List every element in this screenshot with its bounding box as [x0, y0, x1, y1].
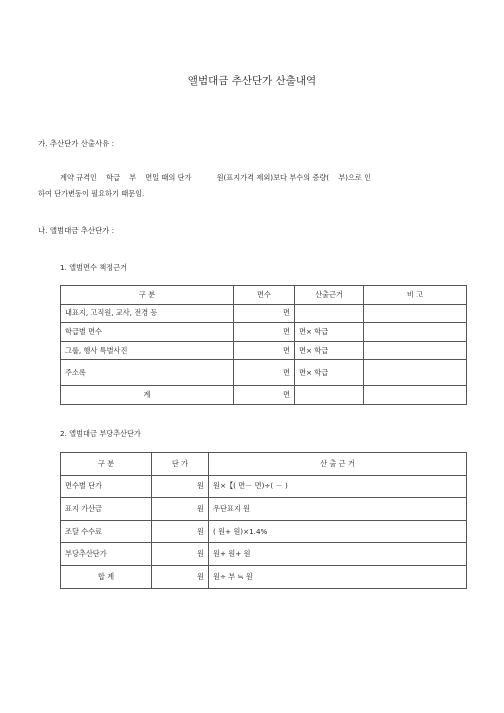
total-note: [364, 386, 467, 405]
row-note: [364, 341, 467, 360]
row-basis: 면× 학급: [295, 323, 364, 342]
row-label: 조달 수수료: [61, 520, 152, 543]
total-basis: 원÷ 부 ≒ 원: [209, 565, 467, 588]
row-basis: ( 원+ 원)×1.4%: [209, 520, 467, 543]
table-row: [61, 341, 467, 360]
row-price: 원: [152, 520, 209, 543]
table-total-row: [61, 565, 467, 588]
row-price: 원: [152, 498, 209, 521]
row-label: 부당추산단가: [61, 543, 152, 566]
table-row: [61, 323, 467, 342]
row-label: 내표지, 고직원, 교사, 전경 등: [61, 304, 234, 323]
table-header-row: [61, 453, 467, 476]
row-note: [364, 323, 467, 342]
row-basis: 우단표지 원: [209, 498, 467, 521]
table-row: [61, 520, 467, 543]
section-ga-heading: 가. 추산단가 산출사유 :: [38, 139, 115, 148]
unit-price-table: [60, 452, 467, 589]
table-row: [61, 543, 467, 566]
row-price: 원: [152, 475, 209, 498]
section-na-heading: 나. 앨범대금 추산단가 :: [38, 226, 115, 235]
header-note: 비 고: [364, 286, 467, 305]
table-row: [61, 498, 467, 521]
row-label: 표지 가산금: [61, 498, 152, 521]
row-note: [364, 360, 467, 386]
header-category: 구 분: [61, 453, 152, 476]
row-note: [364, 304, 467, 323]
row-label: 학급별 면수: [61, 323, 234, 342]
table-total-row: [61, 386, 467, 405]
table-row: [61, 360, 467, 386]
row-pages: 면: [234, 360, 295, 386]
row-price: 원: [152, 543, 209, 566]
row-basis: [295, 304, 364, 323]
row-label: 면수별 단가: [61, 475, 152, 498]
header-pages: 면수: [234, 286, 295, 305]
row-pages: 면: [234, 341, 295, 360]
total-basis: [295, 386, 364, 405]
row-label: 주소록: [61, 360, 234, 386]
row-basis: 원+ 원+ 원: [209, 543, 467, 566]
table-header-row: [61, 286, 467, 305]
page-count-table: [60, 285, 467, 405]
row-pages: 면: [234, 304, 295, 323]
document-title: 앨범대금 추산단가 산출내역: [187, 75, 317, 87]
total-price: 원: [152, 565, 209, 588]
total-label: 합 계: [61, 565, 152, 588]
row-basis: 면× 학급: [295, 341, 364, 360]
header-category: 구 분: [61, 286, 234, 305]
row-basis: 면× 학급: [295, 360, 364, 386]
reason-paragraph-line2: 하여 단가변동이 필요하기 때문임.: [38, 189, 145, 198]
total-pages: 면: [234, 386, 295, 405]
reason-paragraph-line1: 계약 규격인 학급 부 면일 때의 단가 원(표지가격 제외)보다 부수의 증량( 부)으로 인: [60, 173, 372, 182]
total-label: 계: [61, 386, 234, 405]
subsection-2-heading: 2. 앨범대금 부당추산단가: [60, 429, 141, 438]
row-basis: 원×【( 면－ 면)÷( － ): [209, 475, 467, 498]
table-row: [61, 475, 467, 498]
header-basis: 산 출 근 거: [209, 453, 467, 476]
subsection-1-heading: 1. 앨범면수 책정근거: [60, 263, 127, 272]
table-row: [61, 304, 467, 323]
row-pages: 면: [234, 323, 295, 342]
header-unit-price: 단 가: [152, 453, 209, 476]
row-label: 그룹, 행사 특별사진: [61, 341, 234, 360]
header-basis: 산출근거: [295, 286, 364, 305]
